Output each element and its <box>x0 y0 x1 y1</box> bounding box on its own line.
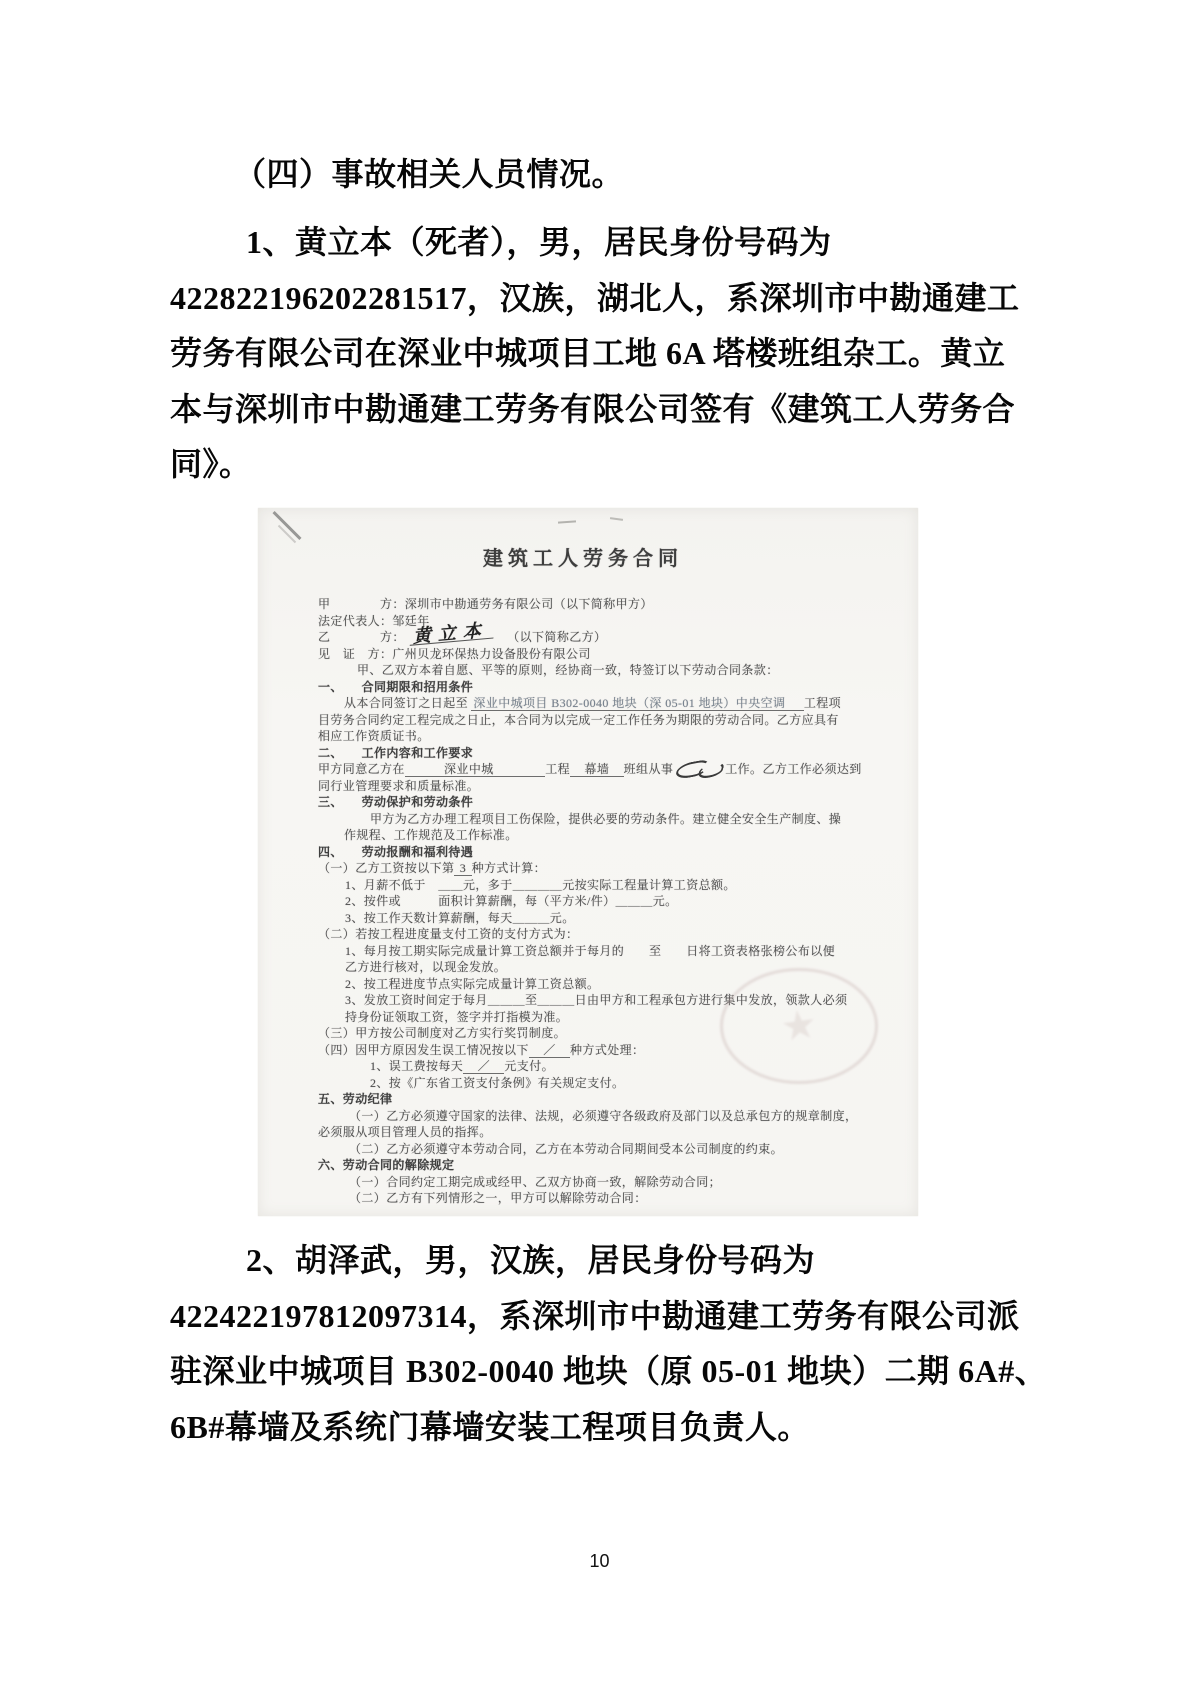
contract-text: 1、每月按工期实际完成量计算工资总额并于每月的 至 日将工资表格张榜公布以便 <box>345 943 836 958</box>
contract-text: （二）乙方有下列情形之一，甲方可以解除劳动合同： <box>349 1191 647 1205</box>
text-line: 同》。 <box>170 446 252 482</box>
contract-text: 2、按件或 面积计算薪酬，每（平方米/件）＿＿＿元。 <box>345 894 678 908</box>
contract-text: （一）乙方工资按以下第 <box>318 861 455 875</box>
contract-text: 乙 方： <box>318 630 405 644</box>
contract-line <box>318 811 912 828</box>
contract-text: 甲、乙双方本着自愿、平等的原则，经协商一致，特签订以下劳动合同条款： <box>357 663 779 677</box>
contract-text: 1、月薪不低于 ＿＿元，多于＿＿＿＿元按实际工程量计算工资总额。 <box>345 877 736 892</box>
contract-line <box>318 745 912 762</box>
contract-line <box>318 860 912 877</box>
contract-text: 五、劳动纪律 <box>318 1092 393 1106</box>
contract-text: 班组从事 <box>623 762 674 776</box>
contract-text: 3、发放工资时间定于每月＿＿＿至＿＿＿日由甲方和工程承包方进行集中发放，领款人必须 <box>345 993 848 1007</box>
page-number: 10 <box>589 1551 610 1571</box>
contract-text: （二）乙方必须遵守本劳动合同，乙方在本劳动合同期间受本公司制度的约束。 <box>349 1141 784 1156</box>
contract-text: 甲 方：深圳市中勘通劳务有限公司（以下简称甲方） <box>318 597 653 611</box>
text-line: 6B#幕墙及系统门幕墙安装工程项目负责人。 <box>170 1408 810 1445</box>
contract-line <box>318 1108 912 1125</box>
contract-line <box>318 761 912 778</box>
filled-blank <box>787 696 803 711</box>
contract-text: 种方式处理： <box>570 1042 645 1057</box>
contract-text: 甲方为乙方办理工程项目工伤保险，提供必要的劳动条件。建立健全安全生产制度、操 <box>370 811 842 826</box>
contract-text: 作规程、工作规范及工作标准。 <box>344 828 518 842</box>
contract-line <box>318 728 912 745</box>
paragraph-2 <box>170 1233 1050 1455</box>
contract-text: 相应工作资质证书。 <box>318 729 430 743</box>
filled-blank: 3 <box>456 861 470 875</box>
contract-text: 工程 <box>545 762 571 776</box>
contract-line <box>318 893 912 910</box>
contract-line <box>318 1141 912 1158</box>
contract-text: 乙方进行核对，以现金发放。 <box>345 960 507 974</box>
contract-text: 2、按工程进度节点实际完成量计算工资总额。 <box>345 976 600 991</box>
scan-smudge <box>558 520 576 523</box>
text-line: 1、黄立本（死者），男，居民身份号码为 <box>246 224 832 260</box>
contract-line <box>318 1174 912 1191</box>
stamp-star-icon: ★ <box>778 1000 820 1052</box>
contract-text: 工程项 <box>803 696 842 710</box>
contract-line <box>318 679 912 696</box>
section-heading: （四）事故相关人员情况。 <box>234 156 625 192</box>
contract-scan-image <box>258 508 918 1216</box>
contract-text: 1、误工费按每天 <box>370 1059 464 1073</box>
scan-smudge <box>610 517 623 521</box>
contract-line <box>318 827 912 844</box>
contract-text: 一、 合同期限和招用条件 <box>318 679 474 694</box>
contract-text: 元支付。 <box>504 1059 555 1073</box>
contract-text: 工作。乙方工作必须达到 <box>725 762 862 776</box>
contract-body <box>318 596 912 1207</box>
text-line: 本与深圳市中勘通建工劳务有限公司签有《建筑工人劳务合 <box>170 390 1016 427</box>
contract-line <box>318 943 912 960</box>
paragraph-1 <box>170 215 1050 493</box>
contract-line <box>318 695 912 712</box>
filled-blank: 深业中城项目 B302-0040 地块（深 05-01 地块）中央空调 <box>473 696 786 710</box>
contract-line <box>318 1157 912 1174</box>
contract-text: 从本合同签订之日起至 <box>344 696 472 710</box>
text-line: 驻深业中城项目 B302-0040 地块（原 05-01 地块）二期 6A#、 <box>170 1353 1048 1389</box>
contract-text: （一）合同约定工期完成或经甲、乙双方协商一致，解除劳动合同； <box>349 1174 722 1189</box>
contract-text: （一）乙方必须遵守国家的法律、法规，必须遵守各级政府及部门以及总承包方的规章制度， <box>349 1108 858 1123</box>
report-heading-block <box>170 146 1050 202</box>
contract-text: 法定代表人：邹廷年 <box>318 613 430 628</box>
contract-line <box>318 1124 912 1141</box>
filled-blank: 深业中城 <box>406 762 544 776</box>
filled-blank: ／ <box>465 1059 503 1073</box>
contract-text: 六、劳动合同的解除规定 <box>318 1158 455 1172</box>
text-line: 422422197812097314，系深圳市中勘通建工劳务有限公司派 <box>170 1297 1020 1334</box>
contract-text: 甲方同意乙方在 <box>318 762 405 776</box>
contract-line <box>318 646 912 663</box>
contract-line <box>318 613 912 630</box>
contract-text: （三）甲方按公司制度对乙方实行奖罚制度。 <box>318 1026 567 1040</box>
contract-text: 二、 工作内容和工作要求 <box>318 745 474 760</box>
contract-line <box>318 877 912 894</box>
contract-line <box>318 712 912 729</box>
contract-line <box>318 844 912 861</box>
contract-text: 四、 劳动报酬和福利待遇 <box>318 844 474 859</box>
filled-blank: 幕墙 <box>572 762 622 776</box>
contract-line <box>318 1190 912 1207</box>
contract-line <box>318 926 912 943</box>
contract-text: （四）因甲方原因发生误工情况按以下 <box>318 1042 529 1057</box>
text-line: 2、胡泽武，男，汉族，居民身份号码为 <box>246 1242 816 1278</box>
contract-text: 同行业管理要求和质量标准。 <box>318 778 480 793</box>
contract-line <box>318 662 912 679</box>
contract-text: 3、按工作天数计算薪酬，每天＿＿＿元。 <box>345 910 575 925</box>
contract-text: 持身份证领取工资，签字并打指模为准。 <box>345 1009 569 1024</box>
contract-text: 三、 劳动保护和劳动条件 <box>318 795 474 809</box>
contract-line <box>318 778 912 795</box>
contract-text: 目劳务合同约定工程完成之日止，本合同为以完成一定工作任务为期限的劳动合同。乙方应具有 <box>318 712 839 727</box>
filled-blank: ／ <box>530 1042 569 1057</box>
text-line: 422822196202281517，汉族，湖北人，系深圳市中勘通建工 <box>170 279 1020 316</box>
contract-line <box>318 1091 912 1108</box>
contract-text: （二）若按工程进度量支付工资的支付方式为： <box>318 927 579 941</box>
contract-text: 见 证 方：广州贝龙环保热力设备股份有限公司 <box>318 646 591 661</box>
text-line: 劳务有限公司在深业中城项目工地 6A 塔楼班组杂工。黄立 <box>170 335 1006 371</box>
contract-text: 种方式计算： <box>471 861 547 875</box>
contract-line <box>318 596 912 613</box>
contract-line <box>318 910 912 927</box>
contract-text: 2、按《广东省工资支付条例》有关规定支付。 <box>370 1075 625 1090</box>
handwritten-scribble <box>674 762 724 776</box>
contract-text: （以下简称乙方） <box>500 630 607 644</box>
signature-handwriting: 黄立本 <box>409 623 496 646</box>
contract-text: 必须服从项目管理人员的指挥。 <box>318 1125 492 1139</box>
contract-title: 建筑工人劳务合同 <box>483 548 683 570</box>
company-stamp <box>720 968 878 1084</box>
contract-line <box>318 794 912 811</box>
